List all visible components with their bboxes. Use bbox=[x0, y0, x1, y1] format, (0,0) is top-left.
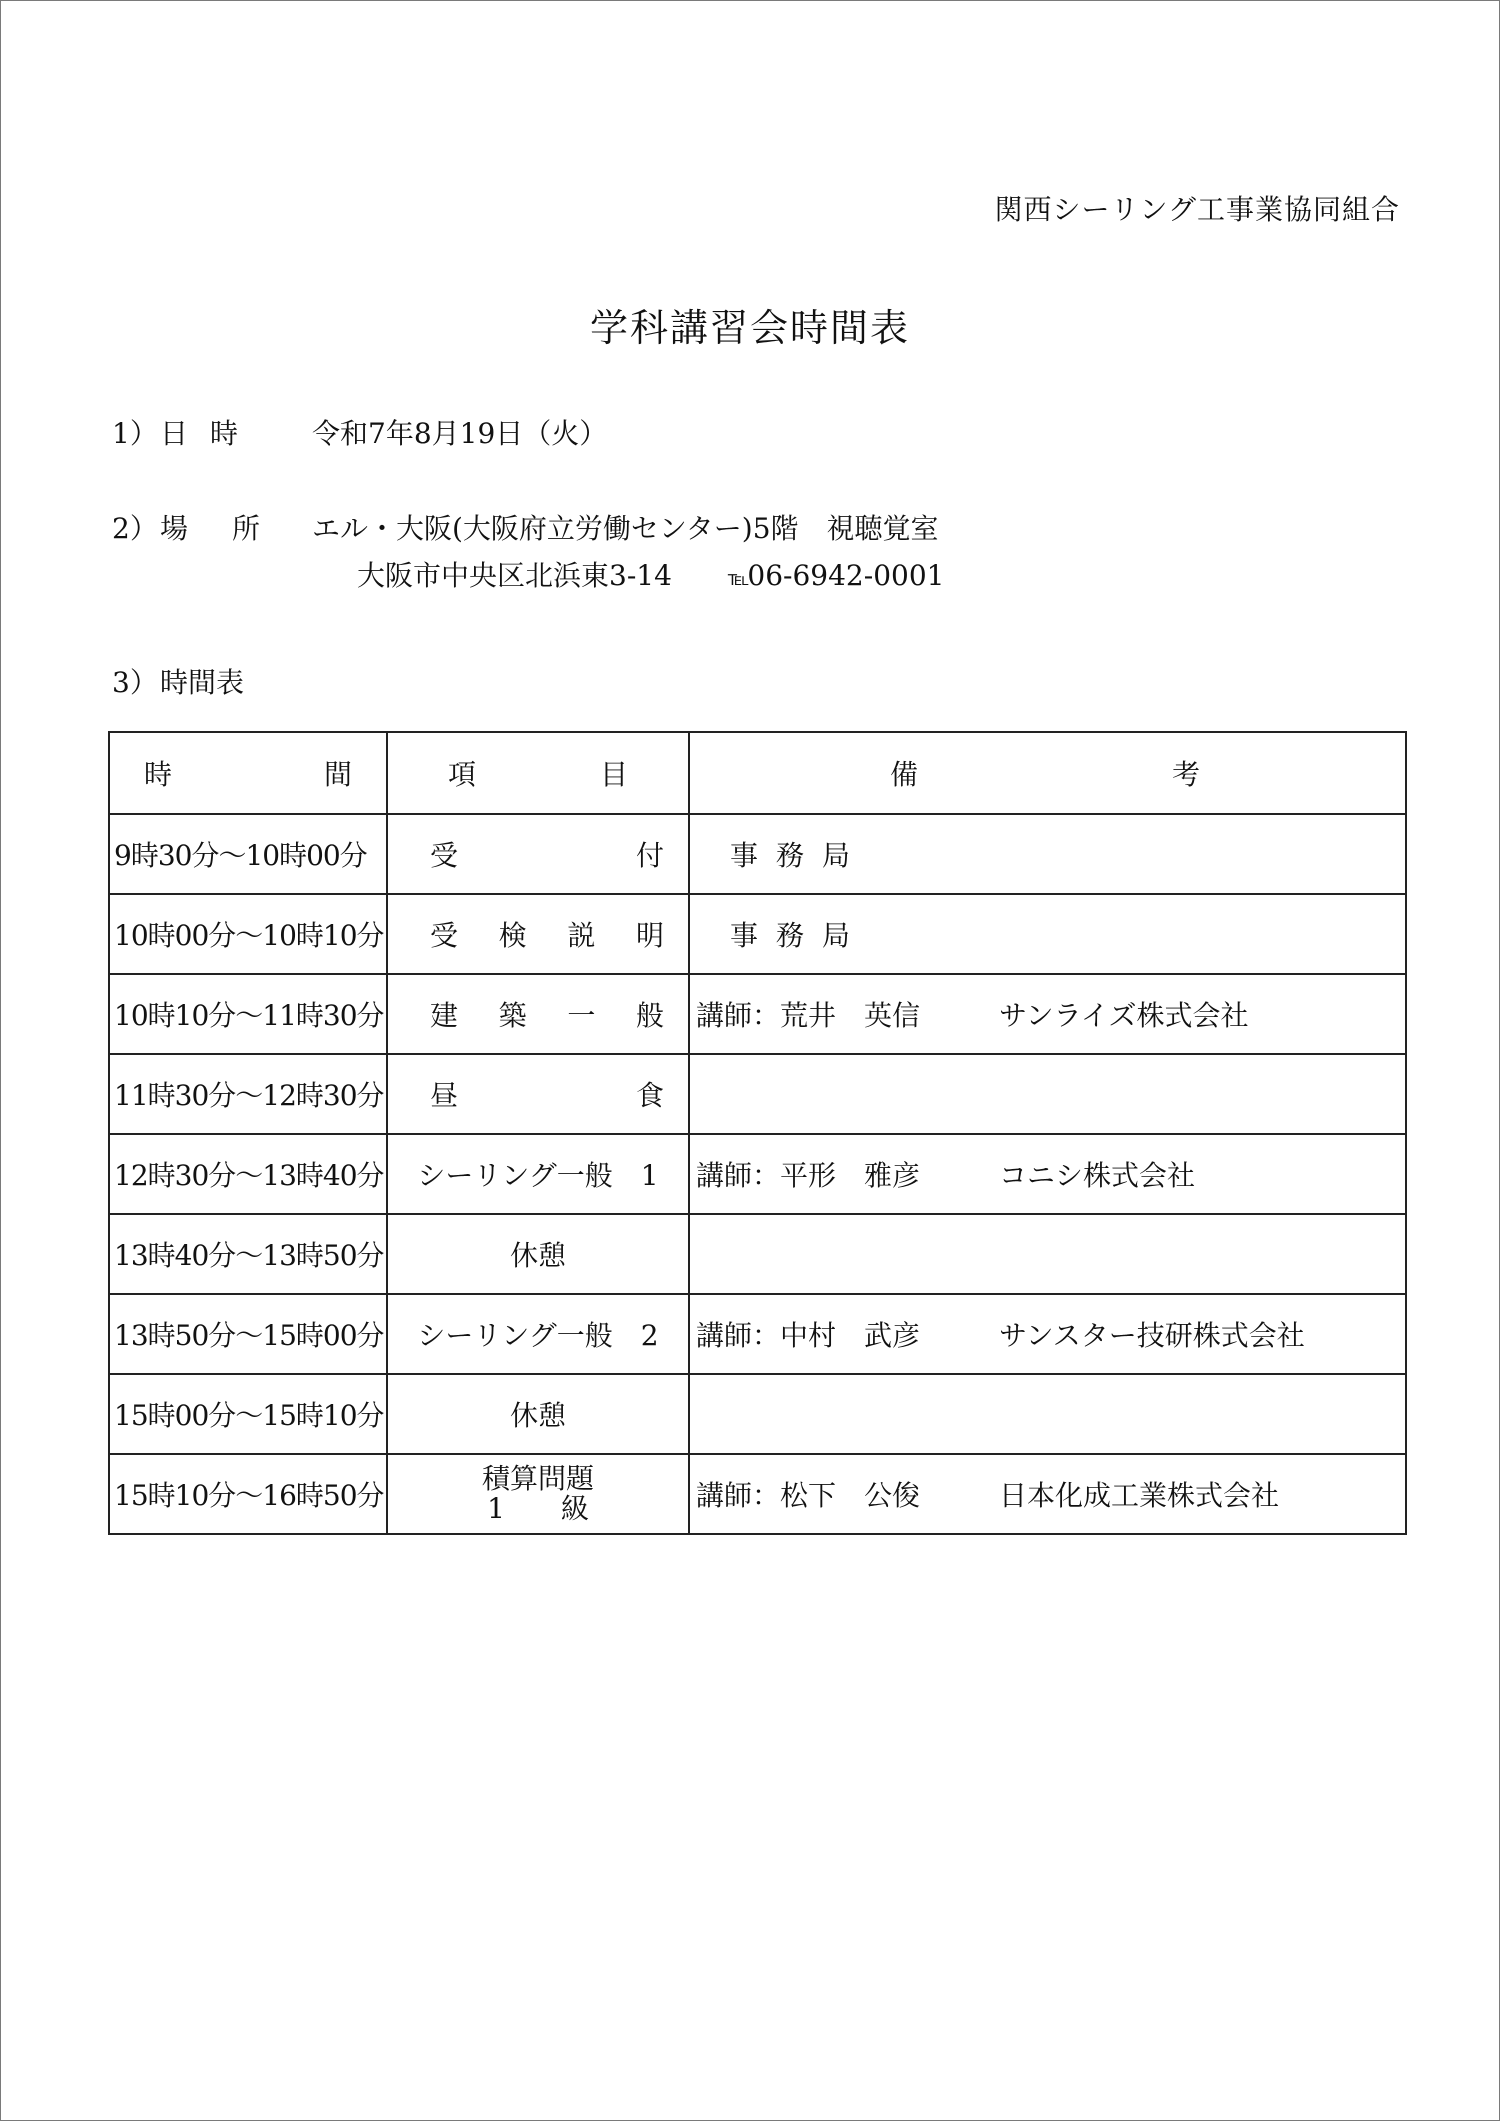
item-cell bbox=[387, 974, 689, 1054]
item-char: 検 bbox=[498, 919, 527, 952]
company-name: サンスター技研株式会社 bbox=[999, 1319, 1305, 1352]
item-char: 明 bbox=[635, 919, 664, 952]
lecturer-name: 講師：荒井 英信 bbox=[696, 999, 921, 1032]
place-item-label: 場所 bbox=[160, 512, 305, 545]
company-name: サンライズ株式会社 bbox=[999, 999, 1249, 1032]
item-line-2: 1 級 bbox=[487, 1492, 589, 1525]
note-cell bbox=[689, 1214, 1406, 1294]
time-cell: 10時10分～11時30分 bbox=[109, 974, 387, 1054]
table-row bbox=[109, 1374, 1406, 1454]
item-line-1: 積算問題 bbox=[481, 1462, 594, 1495]
header-item-char: 項 bbox=[448, 758, 477, 791]
header-item bbox=[387, 732, 689, 814]
phone-number: 06-6942-0001 bbox=[747, 559, 945, 592]
place-item-number: 2） bbox=[112, 512, 158, 545]
date-item-value: 令和7年8月19日（火） bbox=[312, 417, 608, 450]
company-name: 日本化成工業株式会社 bbox=[999, 1479, 1280, 1512]
schedule-item-number: 3） bbox=[112, 666, 158, 699]
time-cell: 13時50分～15時00分 bbox=[109, 1294, 387, 1374]
item-cell: シーリング一般 1 bbox=[387, 1134, 689, 1214]
header-time-char: 時 bbox=[144, 758, 173, 791]
note-office: 事務局 bbox=[730, 919, 869, 952]
company-name: コニシ株式会社 bbox=[999, 1159, 1196, 1192]
item-cell: 休憩 bbox=[387, 1214, 689, 1294]
table-row bbox=[109, 1134, 1406, 1214]
header-note bbox=[689, 732, 1406, 814]
note-cell bbox=[689, 894, 1406, 974]
item-char: 付 bbox=[635, 839, 664, 872]
note-cell bbox=[689, 1294, 1406, 1374]
table-row bbox=[109, 1054, 1406, 1134]
item-char: 受 bbox=[430, 839, 459, 872]
item-cell bbox=[387, 1054, 689, 1134]
item-char: 築 bbox=[498, 999, 527, 1032]
time-cell: 12時30分～13時40分 bbox=[109, 1134, 387, 1214]
time-cell: 15時00分～15時10分 bbox=[109, 1374, 387, 1454]
note-cell bbox=[689, 1054, 1406, 1134]
time-cell: 11時30分～12時30分 bbox=[109, 1054, 387, 1134]
schedule-item-label: 時間表 bbox=[160, 666, 245, 699]
item-char: 建 bbox=[430, 999, 459, 1032]
note-cell bbox=[689, 1374, 1406, 1454]
item-char: 説 bbox=[567, 919, 596, 952]
item-cell bbox=[387, 894, 689, 974]
table-row bbox=[109, 894, 1406, 974]
tel-icon: ℡ bbox=[727, 566, 748, 590]
phone-block bbox=[728, 559, 945, 592]
date-item-label: 日時 bbox=[160, 417, 261, 450]
table-header-row bbox=[109, 732, 1406, 814]
lecturer-name: 講師：中村 武彦 bbox=[696, 1319, 921, 1352]
item-cell bbox=[387, 814, 689, 894]
table-row bbox=[109, 1454, 1406, 1534]
note-office: 事務局 bbox=[730, 839, 869, 872]
table-row bbox=[109, 974, 1406, 1054]
note-cell bbox=[689, 974, 1406, 1054]
header-note-char: 考 bbox=[1171, 758, 1200, 791]
item-char: 受 bbox=[430, 919, 459, 952]
place-address: 大阪市中央区北浜東3-14 bbox=[357, 559, 672, 592]
item-char: 般 bbox=[635, 999, 664, 1032]
document-title: 学科講習会時間表 bbox=[589, 306, 910, 350]
header-note-char: 備 bbox=[890, 758, 919, 791]
time-cell: 9時30分～10時00分 bbox=[109, 814, 387, 894]
item-cell: 休憩 bbox=[387, 1374, 689, 1454]
header-time-char: 間 bbox=[323, 758, 352, 791]
note-cell bbox=[689, 1134, 1406, 1214]
table-row bbox=[109, 1214, 1406, 1294]
schedule-table bbox=[108, 731, 1407, 1535]
item-cell bbox=[387, 1454, 689, 1534]
item-char: 一 bbox=[567, 999, 596, 1032]
lecturer-name: 講師：松下 公俊 bbox=[696, 1479, 921, 1512]
date-item-number: 1） bbox=[112, 417, 158, 450]
address-text bbox=[357, 554, 944, 594]
note-cell bbox=[689, 1454, 1406, 1534]
table-row bbox=[109, 814, 1406, 894]
table-row bbox=[109, 1294, 1406, 1374]
note-cell bbox=[689, 814, 1406, 894]
time-cell: 13時40分～13時50分 bbox=[109, 1214, 387, 1294]
item-char: 昼 bbox=[430, 1079, 459, 1112]
header-item-char: 目 bbox=[599, 758, 628, 791]
header-time bbox=[109, 732, 387, 814]
time-cell: 15時10分～16時50分 bbox=[109, 1454, 387, 1534]
item-char: 食 bbox=[635, 1079, 664, 1112]
lecturer-name: 講師：平形 雅彦 bbox=[696, 1159, 921, 1192]
time-cell: 10時00分～10時10分 bbox=[109, 894, 387, 974]
organization-name: 関西シーリング工事業協同組合 bbox=[994, 193, 1400, 226]
item-cell: シーリング一般 2 bbox=[387, 1294, 689, 1374]
place-item-value: エル・大阪(大阪府立労働センター)5階 視聴覚室 bbox=[312, 512, 939, 545]
